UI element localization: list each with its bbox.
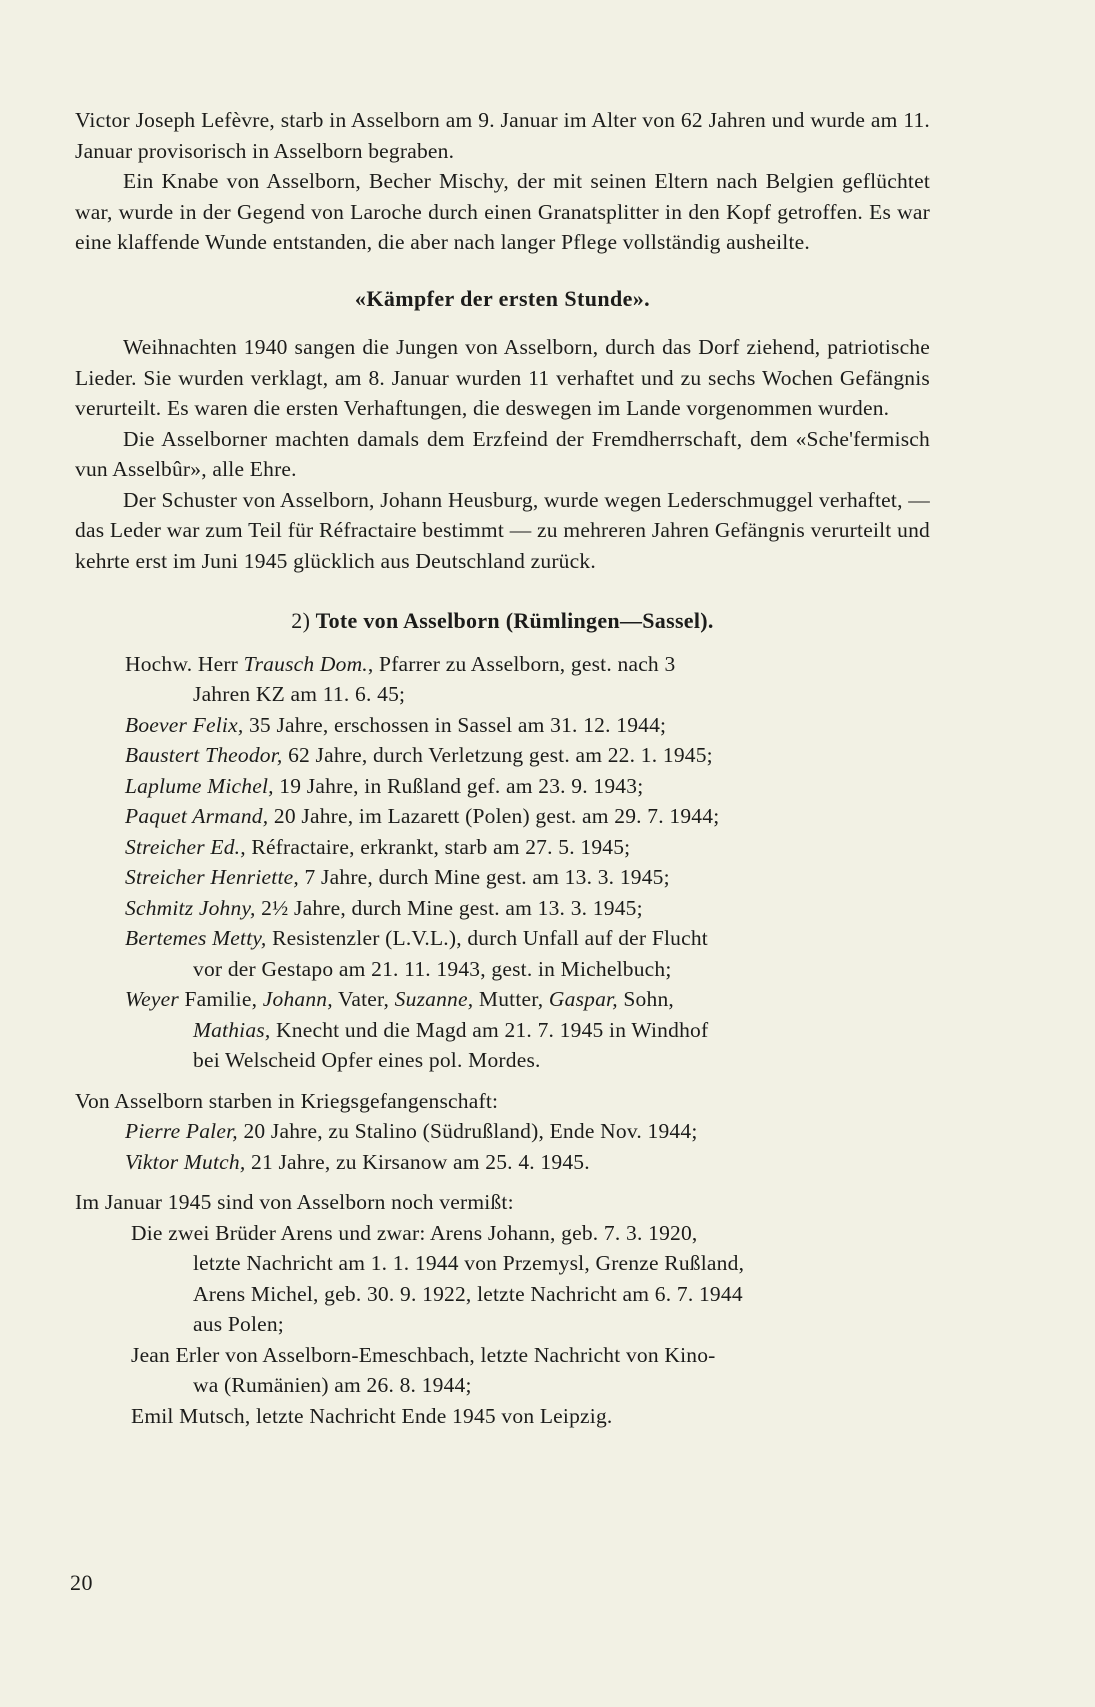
list-item — [75, 1147, 930, 1178]
list-item — [75, 1401, 930, 1432]
entry-name: Bertemes Metty, — [125, 926, 267, 950]
paragraph-schuster: Der Schuster von Asselborn, Johann Heusburg, wurde wegen Lederschmuggel verhaftet, — das Leder war zum Teil für Réfractaire bestimmt — zu mehreren Jahren Gefängnis verurteilt und kehrte erst im Juni 1945 glücklich aus Deutschland zurück. — [75, 487, 930, 573]
list-item — [75, 710, 930, 741]
section-title: Tote von Asselborn (Rümlingen—Sassel). — [315, 608, 714, 633]
list-item — [75, 1116, 930, 1147]
section-heading-tote-von-asselborn — [75, 606, 930, 637]
entry-name: Pierre Paler, — [125, 1119, 238, 1143]
pow-heading: Von Asselborn starben in Kriegsgefangenschaft: — [75, 1088, 499, 1113]
weyer-cont1-text: Knecht und die Magd am 21. 7. 1945 in Windhof — [270, 1017, 709, 1042]
missing-line-1: Jean Erler von Asselborn-Emeschbach, letzte Nachricht von Kino- — [131, 1342, 716, 1367]
entry-rest: 7 Jahre, durch Mine gest. am 13. 3. 1945; — [298, 865, 670, 889]
weyer-continuation-1 — [131, 1015, 930, 1046]
page-content — [75, 105, 930, 1431]
weyer-surname: Weyer — [125, 987, 179, 1011]
list-item — [75, 832, 930, 863]
entry-continuation: Jahren KZ am 11. 6. 45; — [193, 682, 406, 706]
list-item — [75, 893, 930, 924]
list-item — [75, 771, 930, 802]
paragraph-asselborner: Die Asselborner machten damals dem Erzfeind der Fremdherrschaft, dem «Sche'fermisch vun Asselbûr», alle Ehre. — [75, 426, 930, 481]
weyer-continuation-2: bei Welscheid Opfer eines pol. Mordes. — [193, 1048, 541, 1072]
missing-line-2: letzte Nachricht am 1. 1. 1944 von Przemysl, Grenze Rußland, — [193, 1251, 745, 1275]
weyer-gaspar: Gaspar, — [548, 987, 618, 1011]
entry-prefix: Hochw. Herr — [125, 651, 244, 676]
page-number: 20 — [70, 1570, 93, 1595]
missing-line-2: wa (Rumänien) am 26. 8. 1944; — [193, 1373, 472, 1397]
pow-names-list — [75, 1116, 930, 1177]
entry-rest: 20 Jahre, zu Stalino (Südrußland), Ende Nov. 1944; — [237, 1119, 698, 1143]
weyer-text3: Mutter, — [473, 987, 549, 1011]
entry-name: Laplume Michel, — [125, 773, 274, 798]
paragraph-weihnachten-1940: Weihnachten 1940 sangen die Jungen von Asselborn, durch das Dorf ziehend, patriotische Lieder. Sie wurden verklagt, am 8. Januar wurden 11 verhaftet und zu sechs Wochen Gefängnis verurteilt. Es waren die ersten Verhaftungen, die deswegen im Lande vorgenommen wurden. — [75, 335, 930, 420]
entry-name: Baustert Theodor, — [125, 743, 283, 767]
entry-name: Streicher Ed., — [125, 834, 246, 859]
list-item — [75, 923, 930, 984]
entry-name: Boever Felix, — [125, 712, 244, 737]
missing-line-1: Emil Mutsch, letzte Nachricht Ende 1945 von Leipzig. — [131, 1403, 613, 1428]
list-item — [75, 649, 930, 710]
list-item — [75, 1340, 930, 1401]
weyer-johann: Johann, — [262, 987, 333, 1011]
weyer-suzanne: Suzanne, — [394, 987, 474, 1011]
missing-line-3: Arens Michel, geb. 30. 9. 1922, letzte Nachricht am 6. 7. 1944 — [193, 1281, 743, 1306]
section-heading-kaempfer: «Kämpfer der ersten Stunde». — [354, 285, 651, 311]
list-item — [75, 1218, 930, 1340]
entry-name: Trausch Dom. — [243, 651, 368, 676]
weyer-text4: Sohn, — [617, 987, 674, 1011]
entry-rest: Resistenzler (L.V.L.), durch Unfall auf der Flucht — [266, 926, 708, 950]
entry-rest: 19 Jahre, in Rußland gef. am 23. 9. 1943; — [273, 773, 644, 798]
entry-name: Paquet Armand, — [125, 804, 269, 828]
list-item — [75, 801, 930, 832]
entry-rest: , Pfarrer zu Asselborn, gest. nach 3 — [367, 651, 676, 676]
weyer-mathias: Mathias, — [193, 1017, 271, 1042]
paragraph-becher-mischy: Ein Knabe von Asselborn, Becher Mischy, der mit seinen Eltern nach Belgien geflüchtet war, wurde in der Gegend von Laroche durch einen Granatsplitter in den Kopf getroffen. Es war eine klaffende Wunde entstanden, die aber nach langer Pflege vollständig ausheilte. — [75, 169, 930, 254]
section-number: 2) — [291, 608, 311, 633]
entry-continuation: vor der Gestapo am 21. 11. 1943, gest. in Michelbuch; — [193, 956, 672, 981]
weyer-text2: Vater, — [332, 987, 395, 1011]
paragraph-victor-lefevre: Victor Joseph Lefèvre, starb in Asselborn am 9. Januar im Alter von 62 Jahren und wurde am 11. Januar provisorisch in Asselborn begraben. — [75, 108, 930, 163]
missing-heading: Im Januar 1945 sind von Asselborn noch vermißt: — [75, 1190, 514, 1214]
dead-names-list — [75, 649, 930, 1076]
missing-line-4: aus Polen; — [193, 1312, 284, 1336]
entry-rest: 2½ Jahre, durch Mine gest. am 13. 3. 1945; — [255, 895, 643, 920]
weyer-text1: Familie, — [178, 987, 263, 1011]
entry-rest: 62 Jahre, durch Verletzung gest. am 22. 1. 1945; — [282, 743, 713, 767]
entry-rest: 21 Jahre, zu Kirsanow am 25. 4. 1945. — [245, 1149, 590, 1174]
entry-rest: 35 Jahre, erschossen in Sassel am 31. 12. 1944; — [243, 712, 667, 737]
list-item — [75, 740, 930, 771]
missing-names-list — [75, 1218, 930, 1432]
entry-rest: 20 Jahre, im Lazarett (Polen) gest. am 29. 7. 1944; — [268, 804, 720, 828]
entry-name: Streicher Henriette, — [125, 865, 299, 889]
list-item-weyer — [75, 984, 930, 1076]
entry-rest: Réfractaire, erkrankt, starb am 27. 5. 1945; — [245, 834, 631, 859]
list-item — [75, 862, 930, 893]
entry-name: Schmitz Johny, — [125, 895, 256, 920]
missing-line-1: Die zwei Brüder Arens und zwar: Arens Johann, geb. 7. 3. 1920, — [131, 1220, 698, 1245]
entry-name: Viktor Mutch, — [125, 1149, 246, 1174]
